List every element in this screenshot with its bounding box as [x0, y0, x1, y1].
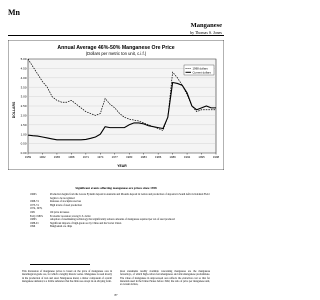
y-tick-label: 2.00 — [20, 113, 27, 118]
event-year: Early 1980's — [30, 214, 43, 218]
header-author: by Thomas S. Jones — [190, 30, 222, 35]
legend-label: Current dollars — [192, 70, 211, 75]
event-text: Significant imports of high-grade ore by China and the Soviet Union — [50, 221, 122, 225]
y-tick-label: 3.50 — [20, 85, 27, 90]
events-list — [30, 193, 210, 229]
chart-subtitle: (Dollars per metric ton unit, c.i.f.) — [85, 51, 147, 56]
y-tick-label: 1.00 — [20, 132, 27, 137]
event-year: 1980's — [30, 218, 37, 222]
x-tick-label: 1995 — [198, 155, 205, 159]
x-tick-label: 1962 — [39, 155, 46, 159]
y-tick-label: 1.50 — [20, 122, 27, 127]
event-year: 1996 — [30, 225, 36, 229]
header-rule — [8, 35, 224, 36]
page-number: 87 — [114, 293, 118, 297]
event-text: Adoption of steelmaking technology that significantly reduces amounts of manganese required per ton of steel produced — [50, 218, 175, 222]
event-text: High levels of steel production — [50, 203, 82, 207]
y-tick-label: 4.50 — [20, 66, 27, 71]
event-text: Releases of stockpile reserves — [50, 200, 82, 204]
x-tick-label: 1971 — [82, 155, 89, 159]
chart-title: Annual Average 46%-50% Manganese Ore Price — [57, 45, 175, 51]
event-year: 1981 — [30, 210, 36, 214]
event-text: Bangladesh ore chips — [50, 225, 73, 229]
x-tick-label: 1980 — [126, 155, 133, 159]
legend-label: 1998 dollars — [192, 66, 208, 71]
event-year: 1974, 1979, — [30, 207, 43, 211]
x-tick-label: 1992 — [183, 155, 191, 159]
legend — [184, 65, 214, 75]
y-tick-label: 5.00 — [20, 57, 27, 62]
event-text: Economic recession; strong U.S. dollar — [50, 214, 91, 218]
x-tick-label: 1965 — [53, 155, 61, 159]
x-tick-label: 1974 — [97, 155, 104, 159]
header-title: Manganese — [190, 22, 222, 29]
event-year: 1973-74 — [30, 203, 39, 207]
body-column-left: This discussion of manganese prices is based on the price of manganese ores in metallurgical-grade ore, for which a lengthy historic series. Manganese is used mostly in the production of iron and steel. Manganese metal, a minor component of overall manganese demand, is a brittle substance that has little use except in an alloying form. — [22, 270, 112, 283]
x-tick-label: 1998 — [212, 155, 220, 159]
event-year: 1960's — [30, 193, 37, 196]
y-tick-label: 0.50 — [20, 141, 27, 146]
x-tick-label: 1977 — [111, 155, 118, 159]
x-tick-label: 1983 — [140, 155, 147, 159]
header-symbol: Mn — [8, 8, 20, 17]
y-tick-label: 2.50 — [20, 104, 27, 109]
x-tick-label: 1986 — [155, 155, 162, 159]
price-chart — [8, 40, 224, 170]
x-axis-label: YEAR — [117, 164, 127, 168]
chart-frame — [8, 40, 224, 170]
event-row — [30, 193, 210, 200]
body-column-right: most statements readily available concerning manganese are the manganese ferroalloys, of which high-carbon ferromanganese and silicomanganese predominate. The value of manganese in unprocessed ores reflects the extraction cost so that for materials used in the United States before 1992, the ratio of price per manganese unit, at current dollars, — [120, 270, 210, 287]
y-tick-label: 4.00 — [20, 75, 27, 80]
body-rule — [30, 264, 90, 265]
event-year: 1968-74 — [30, 200, 39, 204]
x-tick-label: 1989 — [169, 155, 176, 159]
event-text: Production begins from the Groote Eylandt deposit in Australia and Moanda deposit in Gabon and production of deposits in South Africa's Kalahari Field begins to be recognized — [50, 193, 210, 200]
y-tick-label: 3.00 — [20, 94, 27, 99]
x-tick-label: 1959 — [24, 155, 32, 159]
event-row — [30, 225, 210, 229]
x-tick-label: 1968 — [68, 155, 75, 159]
y-axis-label: DOLLARS — [12, 101, 16, 119]
y-tick-label: 0.00 — [20, 151, 27, 156]
event-text: Oil price increases — [50, 210, 70, 214]
event-year: 1988-91 — [30, 221, 39, 225]
events-title: Significant events affecting manganese ore prices since 1958 — [75, 186, 157, 190]
